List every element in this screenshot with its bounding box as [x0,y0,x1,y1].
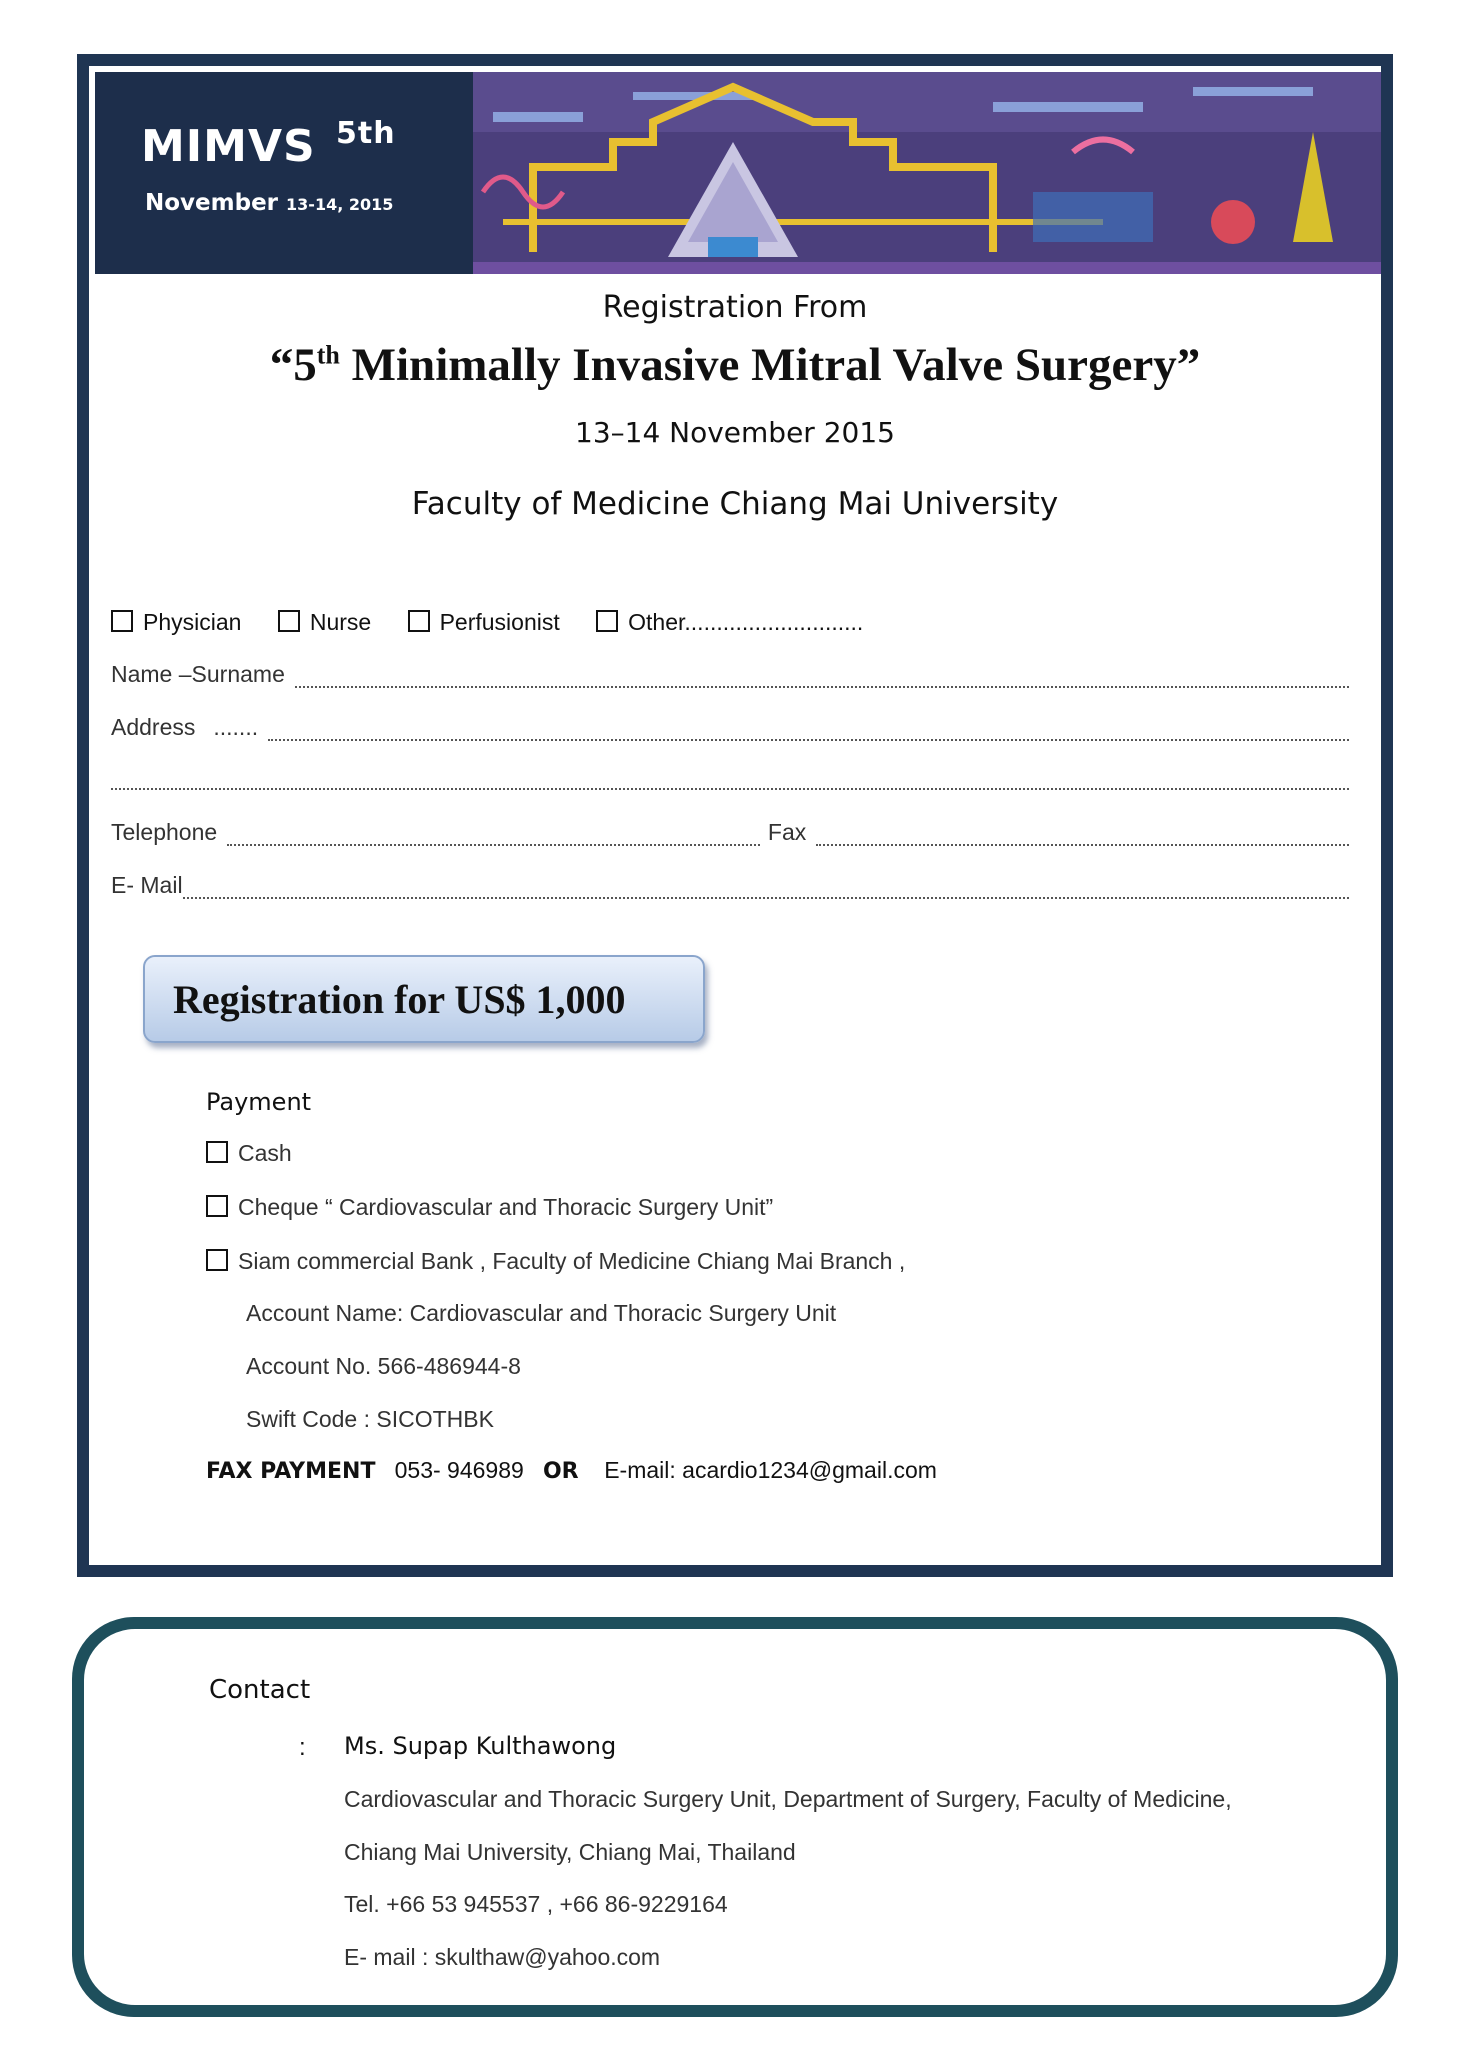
checkbox-cash[interactable] [206,1141,228,1163]
payment-option-label: Cash [238,1140,292,1166]
checkbox-bank[interactable] [206,1249,228,1271]
role-perfusionist[interactable] [408,609,560,635]
fax-payment-line [206,1457,937,1484]
payment-option-bank[interactable] [206,1248,905,1275]
name-field[interactable] [111,661,1349,688]
name-label: Name –Surname [111,661,285,687]
checkbox-nurse[interactable] [278,610,300,632]
email-field[interactable] [111,872,1349,899]
account-number: Account No. 566-486944-8 [246,1353,521,1379]
payment-option-label: Siam commercial Bank , Faculty of Medicine Chiang Mai Branch , [238,1248,906,1274]
role-nurse[interactable] [278,609,371,635]
banner [95,72,1381,274]
address-leading-dots: ....... [213,714,259,740]
account-name: Account Name: Cardiovascular and Thoracic Surgery Unit [246,1300,837,1326]
address-line-2[interactable] [111,770,1349,790]
fax-payment-number: 053- 946989 [394,1457,524,1483]
event-title [89,338,1381,392]
registration-frame [77,54,1393,1577]
role-label: Nurse [309,609,372,635]
logo-acronym: MIMVS [141,121,316,172]
checkbox-perfusionist[interactable] [408,610,430,632]
fax-label: Fax [767,819,807,845]
logo-date [145,190,393,216]
role-label: Other............................ [628,609,864,635]
logo-title [141,116,396,172]
fax-payment-or: OR [542,1459,579,1484]
price-banner: Registration for US$ 1,000 [143,955,705,1043]
logo-ordinal: 5th [336,116,396,151]
contact-address-1: Cardiovascular and Thoracic Surgery Unit, Department of Surgery, Faculty of Medicine, [344,1786,1232,1812]
contact-box [72,1617,1398,2017]
email-label: E- Mail [111,872,183,898]
title-sup: th [316,340,340,370]
contact-name: Ms. Supap Kulthawong [344,1732,617,1760]
payment-heading: Payment [206,1088,312,1116]
contact-panel [81,1626,1389,2008]
email-dots[interactable] [183,879,1349,899]
contact-email[interactable]: E- mail : skulthaw@yahoo.com [344,1944,661,1970]
fax-payment-email: E-mail: acardio1234@gmail.com [604,1457,937,1483]
checkbox-other[interactable] [596,610,618,632]
form-heading: Registration From [602,290,868,325]
role-label: Physician [143,609,242,635]
address-label: Address [111,714,196,740]
address-field[interactable] [111,714,1349,741]
swift-code: Swift Code : SICOTHBK [246,1406,494,1432]
payment-option-label: Cheque “ Cardiovascular and Thoracic Surgery Unit” [238,1194,774,1220]
event-venue: Faculty of Medicine Chiang Mai University [411,486,1059,522]
payment-option-cheque[interactable] [206,1194,773,1221]
title-prefix: “5 [269,339,317,391]
name-dots[interactable] [295,668,1349,688]
role-label: Perfusionist [439,609,560,635]
event-logo [95,72,473,274]
event-dates: 13–14 November 2015 [575,416,895,449]
checkbox-physician[interactable] [111,610,133,632]
phone-fax-row [111,819,1349,846]
address-dots[interactable] [268,721,1349,741]
role-checkboxes [111,609,893,636]
role-other[interactable] [596,609,863,635]
payment-option-cash[interactable] [206,1140,292,1167]
role-physician[interactable] [111,609,241,635]
telephone-dots[interactable] [227,826,760,846]
contact-address-2: Chiang Mai University, Chiang Mai, Thailand [344,1839,796,1865]
contact-colon: : [299,1734,306,1761]
telephone-label: Telephone [111,819,218,845]
title-rest: Minimally Invasive Mitral Valve Surgery” [339,339,1201,391]
contact-telephone: Tel. +66 53 945537 , +66 86-9229164 [344,1891,728,1917]
contact-heading: Contact [209,1675,311,1705]
address-dots-2[interactable] [111,770,1349,790]
fax-payment-label: FAX PAYMENT [206,1459,376,1484]
checkbox-cheque[interactable] [206,1195,228,1217]
fax-dots[interactable] [816,826,1349,846]
registration-panel [86,63,1384,1568]
logo-month: November [145,190,279,216]
textile-image [473,72,1381,274]
logo-days: 13-14, 2015 [286,195,394,214]
